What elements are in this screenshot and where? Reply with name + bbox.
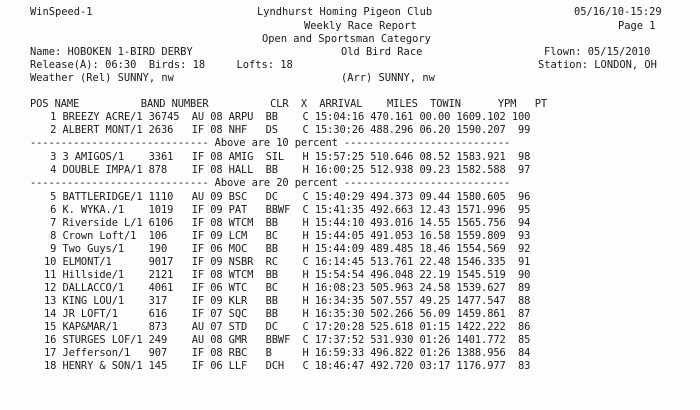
table-row: 16 STURGES LOF/1 249 AU 08 GMR BBWF C 17:37:52 531.930 01:26 1401.772 85 [44,334,531,346]
software-name: WinSpeed-1 [30,6,93,18]
table-row: 11 Hillside/1 2121 IF 08 WTCM BB H 15:54:54 496.048 22.19 1545.519 90 [44,269,531,281]
arrival-weather: (Arr) SUNNY, nw [341,72,435,84]
table-row: 5 BATTLERIDGE/1 1110 AU 09 BSC DC C 15:40:29 494.373 09.44 1580.605 96 [44,191,531,203]
table-row: 14 JR LOFT/1 616 IF 07 SQC BB H 16:35:30 502.266 56.09 1459.861 87 [44,308,531,320]
release-weather: Weather (Rel) SUNNY, nw [30,72,174,84]
table-row: 9 Two Guys/1 190 IF 06 MOC BB H 15:44:09 489.485 18.46 1554.569 92 [44,243,531,255]
page-number: Page 1 [618,20,656,32]
table-row: 18 HENRY & SON/1 145 IF 06 LLF DCH C 18:46:47 492.720 03:17 1176.977 83 [44,360,531,372]
table-row: 17 Jefferson/1 907 IF 08 RBC B H 16:59:33 496.822 01:26 1388.956 84 [44,347,531,359]
table-row: 4 DOUBLE IMPA/1 878 IF 08 HALL BB H 16:00:25 512.938 09.23 1582.588 97 [44,164,531,176]
separator-10-percent: ----------------------------- Above are 10 percent --------------------------- [30,137,511,149]
table-row: 2 ALBERT MONT/1 2636 IF 08 NHF DS C 15:30:26 488.296 06.20 1590.207 99 [44,124,531,136]
release-line: Release(A): 06:30 Birds: 18 Lofts: 18 [30,59,293,71]
report-title: Weekly Race Report [304,20,417,32]
table-row: 7 Riverside L/1 6106 IF 08 WTCM BB H 15:44:10 493.016 14.55 1565.756 94 [44,217,531,229]
table-row: 15 KAP&MAR/1 873 AU 07 STD DC C 17:20:28 525.618 01:15 1422.222 86 [44,321,531,333]
flown-date: Flown: 05/15/2010 [544,46,651,58]
table-row: 6 K. WYKA./1 1019 IF 09 PAT BBWF C 15:41:35 492.663 12.43 1571.996 95 [44,204,531,216]
table-row: 13 KING LOU/1 317 IF 09 KLR BB H 16:34:35 507.557 49.25 1477.547 88 [44,295,531,307]
table-row: 8 Crown Loft/1 106 IF 09 LCM BC H 15:44:05 491.053 16.58 1559.809 93 [44,230,531,242]
category-line: Open and Sportsman Category [262,33,431,45]
separator-20-percent: ----------------------------- Above are 20 percent --------------------------- [30,177,511,189]
table-row: 10 ELMONT/1 9017 IF 09 NSBR RC C 16:14:45 513.761 22.48 1546.335 91 [44,256,531,268]
table-row: 12 DALLACCO/1 4061 IF 06 WTC BC H 16:08:23 505.963 24.58 1539.627 89 [44,282,531,294]
column-headers: POS NAME BAND NUMBER CLR X ARRIVAL MILES TOWIN YPM PT [30,98,548,110]
table-row: 1 BREEZY ACRE/1 36745 AU 08 ARPU BB C 15:04:16 470.161 00.00 1609.102 100 [44,111,531,123]
station: Station: LONDON, OH [538,59,657,71]
club-name: Lyndhurst Homing Pigeon Club [257,6,433,18]
table-row: 3 3 AMIGOS/1 3361 IF 08 AMIG SIL H 15:57:25 510.646 08.52 1583.921 98 [44,151,531,163]
race-name: Name: HOBOKEN 1-BIRD DERBY [30,46,193,58]
race-type: Old Bird Race [341,46,423,58]
report-datetime: 05/16/10-15:29 [574,6,662,18]
